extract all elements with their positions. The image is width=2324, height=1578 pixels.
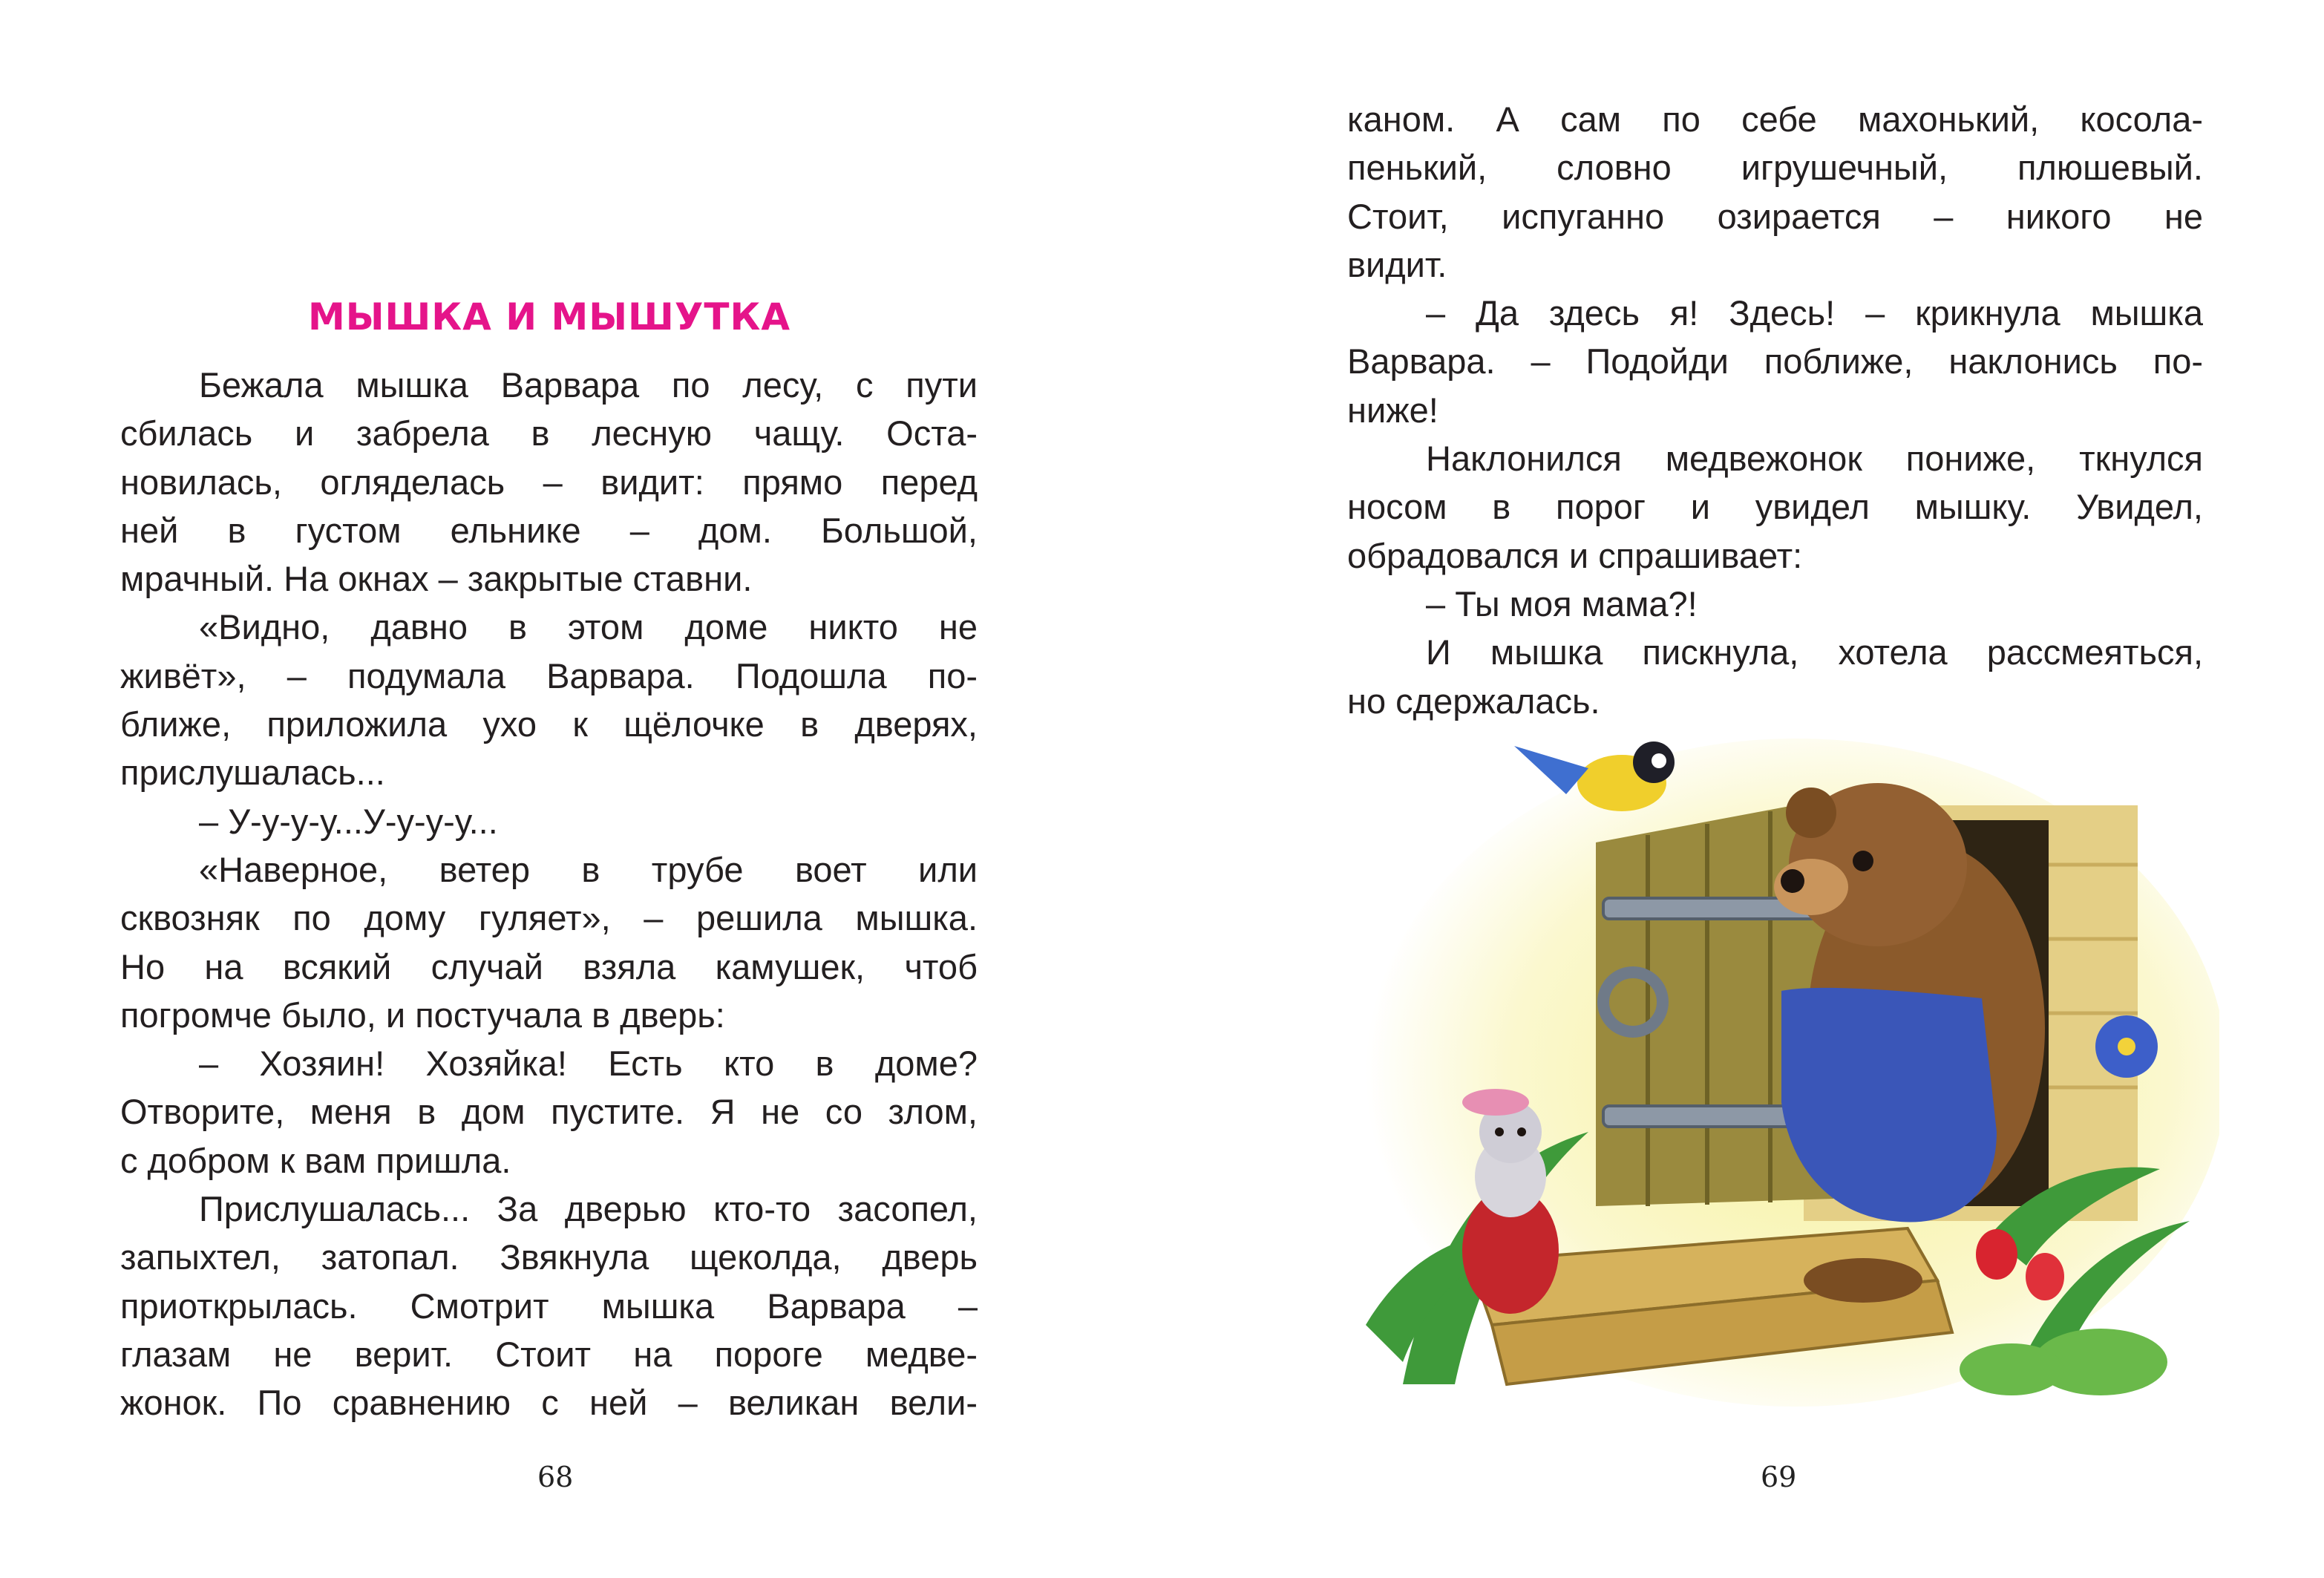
text-line: погромче было, и постучала в дверь:	[120, 995, 725, 1035]
text-line: с добром к вам пришла.	[120, 1140, 511, 1180]
text-line: Бежала мышка Варвара по лесу, с пути	[199, 365, 978, 405]
text-line: запыхтел, затопал. Звякнула щеколда, дверь	[120, 1237, 978, 1277]
text-line: – Да здесь я! Здесь! – крикнула мышка	[1426, 293, 2203, 333]
text-line: ней в густом ельнике – дом. Большой,	[120, 510, 978, 550]
text-line: ниже!	[1347, 390, 1438, 430]
right-page-text	[1347, 95, 2203, 725]
text-line: Но на всякий случай взяла камушек, чтоб	[120, 946, 978, 986]
bear-and-mouse-illustration	[1343, 716, 2219, 1414]
text-line: жонок. По сравнению с ней – великан вели-	[120, 1383, 978, 1423]
text-line: прислушалась...	[120, 753, 385, 793]
text-line: Отворите, меня в дом пустите. Я не со злом,	[120, 1092, 978, 1132]
blue-flower	[2095, 1015, 2158, 1078]
text-line: Наклонился медвежонок пониже, ткнулся	[1426, 439, 2203, 479]
text-line: Прислушалась... За дверью кто-то засопел,	[199, 1189, 978, 1229]
story-title: МЫШКА И МЫШУТКА	[307, 295, 791, 338]
text-line: обрадовался и спрашивает:	[1347, 535, 1803, 575]
text-line: – У-у-у-у...У-у-у-у...	[199, 801, 498, 841]
right-page	[1162, 0, 2324, 1578]
text-line: «Видно, давно в этом доме никто не	[199, 607, 978, 647]
pink-hat	[1462, 1089, 1529, 1116]
text-line: глазам не верит. Стоит на пороге медве-	[120, 1334, 978, 1374]
text-line: ближе, приложила ухо к щёлочке в дверях,	[120, 704, 978, 744]
text-line: приоткрылась. Смотрит мышка Варвара –	[120, 1286, 978, 1326]
text-line: живёт», – подумала Варвара. Подошла по-	[120, 655, 978, 695]
text-line: сбилась и забрела в лесную чащу. Оста-	[120, 413, 978, 454]
text-line: новилась, огляделась – видит: прямо перед	[120, 462, 978, 502]
titmouse-bird	[1514, 741, 1675, 811]
left-page-text	[120, 361, 978, 1427]
text-line: «Наверное, ветер в трубе воет или	[199, 849, 978, 889]
page-number-left: 68	[537, 1461, 574, 1493]
text-line: но сдержалась.	[1347, 681, 1600, 721]
text-line: И мышка пискнула, хотела рассмеяться,	[1426, 632, 2203, 672]
text-line: мрачный. На окнах – закрытые ставни.	[120, 559, 753, 599]
text-line: пенький, словно игрушечный, плюшевый.	[1347, 148, 2203, 188]
text-line: сквозняк по дому гуляет», – решила мышка.	[120, 898, 978, 938]
text-line: – Ты моя мама?!	[1426, 583, 1698, 623]
text-line: Варвара. – Подойди поближе, наклонись по-	[1347, 341, 2203, 382]
text-line: – Хозяин! Хозяйка! Есть кто в доме?	[199, 1044, 978, 1084]
page-number-right: 69	[1761, 1461, 1797, 1493]
text-line: носом в порог и увидел мышку. Увидел,	[1347, 487, 2203, 527]
text-line: видит.	[1347, 244, 1447, 284]
text-line: каном. А сам по себе махонький, косола-	[1347, 99, 2203, 139]
text-line: Стоит, испуганно озирается – никого не	[1347, 196, 2203, 236]
